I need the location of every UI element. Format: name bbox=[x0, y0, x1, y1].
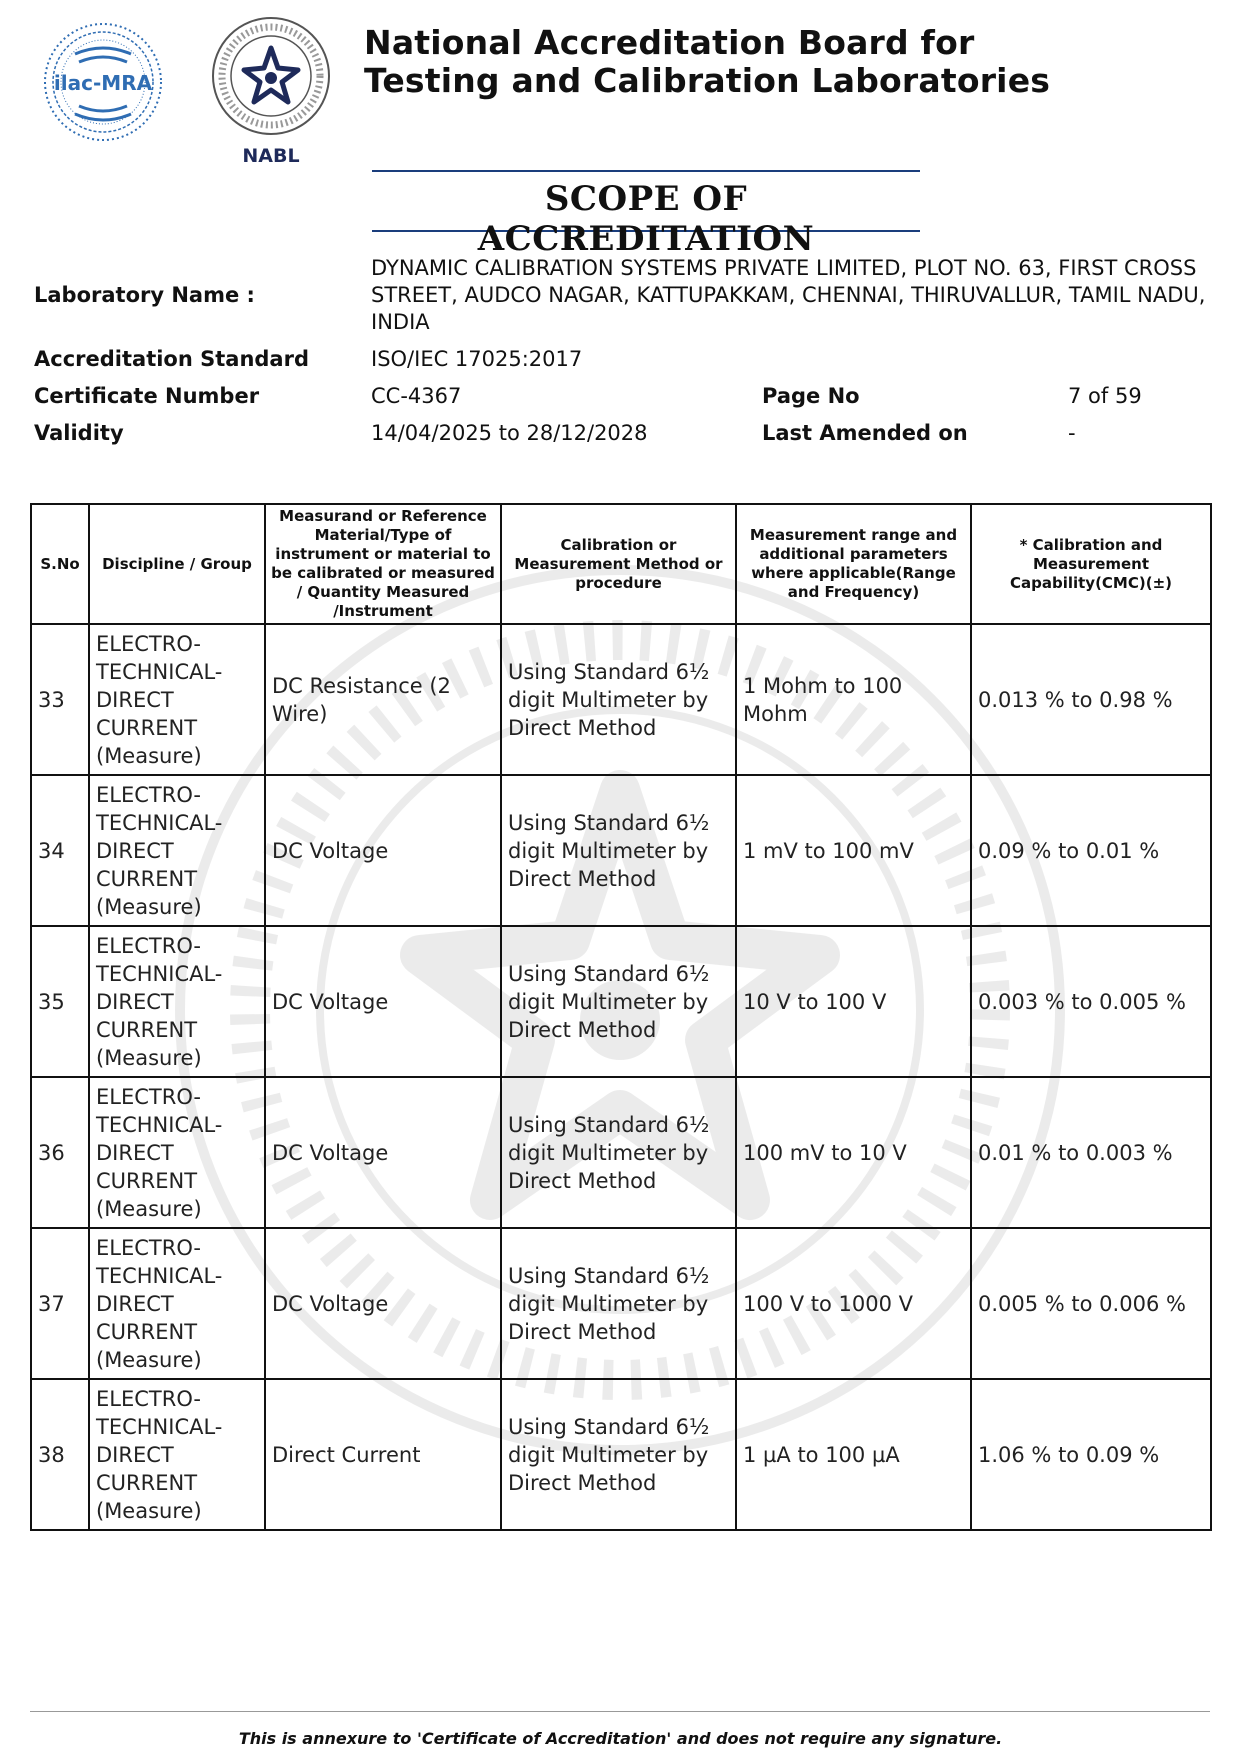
method-line: Using Standard 6½ bbox=[508, 1263, 710, 1288]
discipline-line: CURRENT bbox=[96, 1319, 198, 1344]
cell-sno: 38 bbox=[31, 1379, 89, 1530]
cell-cmc: 0.013 % to 0.98 % bbox=[971, 624, 1211, 775]
cell-range: 10 V to 100 V bbox=[736, 926, 971, 1077]
standard-label: Accreditation Standard bbox=[34, 347, 309, 371]
cell-measurand: DC Resistance (2 Wire) bbox=[265, 624, 501, 775]
cell-discipline bbox=[89, 775, 265, 926]
footer-note: This is annexure to 'Certificate of Accreditation' and does not require any signature. bbox=[238, 1729, 1003, 1748]
nabl-logo bbox=[210, 12, 332, 172]
cell-discipline bbox=[89, 1077, 265, 1228]
discipline-line: ELECTRO- bbox=[96, 1235, 202, 1260]
col-header-method: Calibration or Measurement Method or procedure bbox=[501, 504, 736, 624]
col-header-cmc: * Calibration and Measurement Capability(CMC)(±) bbox=[971, 504, 1211, 624]
col-header-sno: S.No bbox=[31, 504, 89, 624]
cell-sno: 33 bbox=[31, 624, 89, 775]
discipline-line: TECHNICAL- bbox=[96, 1263, 223, 1288]
discipline-line: TECHNICAL- bbox=[96, 810, 223, 835]
cell-range: 100 V to 1000 V bbox=[736, 1228, 971, 1379]
table-row bbox=[31, 775, 1211, 926]
cell-sno: 35 bbox=[31, 926, 89, 1077]
cell-measurand: DC Voltage bbox=[265, 1077, 501, 1228]
cell-method bbox=[501, 624, 736, 775]
method-line: Using Standard 6½ bbox=[508, 810, 710, 835]
method-line: Using Standard 6½ bbox=[508, 961, 710, 986]
cell-method bbox=[501, 1228, 736, 1379]
table-row bbox=[31, 624, 1211, 775]
org-title-line-1: National Accreditation Board for bbox=[364, 23, 975, 62]
cell-measurand: DC Voltage bbox=[265, 1228, 501, 1379]
discipline-line: (Measure) bbox=[96, 1498, 202, 1523]
validity-value: 14/04/2025 to 28/12/2028 bbox=[371, 421, 648, 445]
cell-measurand: Direct Current bbox=[265, 1379, 501, 1530]
discipline-line: DIRECT bbox=[96, 838, 174, 863]
cell-cmc: 0.09 % to 0.01 % bbox=[971, 775, 1211, 926]
cell-method bbox=[501, 775, 736, 926]
discipline-line: (Measure) bbox=[96, 1045, 202, 1070]
discipline-line: DIRECT bbox=[96, 1291, 174, 1316]
discipline-line: TECHNICAL- bbox=[96, 1112, 223, 1137]
cell-cmc: 0.005 % to 0.006 % bbox=[971, 1228, 1211, 1379]
discipline-line: (Measure) bbox=[96, 894, 202, 919]
table-header-row bbox=[31, 504, 1211, 624]
discipline-line: TECHNICAL- bbox=[96, 961, 223, 986]
method-line: digit Multimeter by bbox=[508, 1140, 709, 1165]
discipline-line: CURRENT bbox=[96, 715, 198, 740]
cell-range: 1 Mohm to 100 Mohm bbox=[736, 624, 971, 775]
lab-name-line-2: STREET, AUDCO NAGAR, KATTUPAKKAM, CHENNAI, THIRUVALLUR, TAMIL NADU, bbox=[371, 283, 1206, 307]
method-line: Using Standard 6½ bbox=[508, 1414, 710, 1439]
certificate-number-label: Certificate Number bbox=[34, 384, 260, 408]
table-row bbox=[31, 1077, 1211, 1228]
standard-value: ISO/IEC 17025:2017 bbox=[371, 347, 583, 371]
certificate-number-value: CC-4367 bbox=[371, 384, 462, 408]
method-line: Direct Method bbox=[508, 1168, 657, 1193]
method-line: digit Multimeter by bbox=[508, 687, 709, 712]
lab-name-line-3: INDIA bbox=[371, 310, 430, 334]
method-line: Direct Method bbox=[508, 715, 657, 740]
cell-discipline bbox=[89, 926, 265, 1077]
method-line: digit Multimeter by bbox=[508, 838, 709, 863]
discipline-line: ELECTRO- bbox=[96, 782, 202, 807]
cell-sno: 37 bbox=[31, 1228, 89, 1379]
discipline-line: TECHNICAL- bbox=[96, 659, 223, 684]
last-amended-label: Last Amended on bbox=[762, 421, 968, 445]
footer-divider bbox=[30, 1711, 1210, 1712]
cell-method bbox=[501, 1077, 736, 1228]
cell-measurand: DC Voltage bbox=[265, 775, 501, 926]
discipline-line: CURRENT bbox=[96, 1017, 198, 1042]
method-line: digit Multimeter by bbox=[508, 1442, 709, 1467]
discipline-line: (Measure) bbox=[96, 1196, 202, 1221]
discipline-line: ELECTRO- bbox=[96, 631, 202, 656]
table-row bbox=[31, 1379, 1211, 1530]
table-row bbox=[31, 1228, 1211, 1379]
org-title bbox=[364, 24, 1064, 100]
method-line: digit Multimeter by bbox=[508, 989, 709, 1014]
cell-range: 100 mV to 10 V bbox=[736, 1077, 971, 1228]
last-amended-value: - bbox=[1068, 421, 1076, 445]
lab-name-value bbox=[371, 255, 1231, 336]
method-line: Direct Method bbox=[508, 1319, 657, 1344]
discipline-line: DIRECT bbox=[96, 989, 174, 1014]
method-line: Direct Method bbox=[508, 866, 657, 891]
method-line: digit Multimeter by bbox=[508, 1291, 709, 1316]
cell-sno: 34 bbox=[31, 775, 89, 926]
page-no-label: Page No bbox=[762, 384, 860, 408]
scope-title-banner bbox=[372, 170, 920, 259]
scope-table bbox=[30, 503, 1212, 1531]
discipline-line: DIRECT bbox=[96, 1140, 174, 1165]
cell-sno: 36 bbox=[31, 1077, 89, 1228]
col-header-range: Measurement range and additional parameters where applicable(Range and Frequency) bbox=[736, 504, 971, 624]
svg-text:ilac-MRA: ilac-MRA bbox=[53, 71, 153, 95]
col-header-discipline: Discipline / Group bbox=[89, 504, 265, 624]
cell-cmc: 0.003 % to 0.005 % bbox=[971, 926, 1211, 1077]
method-line: Direct Method bbox=[508, 1470, 657, 1495]
validity-label: Validity bbox=[34, 421, 124, 445]
cell-discipline bbox=[89, 624, 265, 775]
method-line: Using Standard 6½ bbox=[508, 1112, 710, 1137]
cell-discipline bbox=[89, 1228, 265, 1379]
table-row bbox=[31, 926, 1211, 1077]
discipline-line: CURRENT bbox=[96, 866, 198, 891]
ilac-mra-logo bbox=[42, 14, 164, 154]
cell-method bbox=[501, 1379, 736, 1530]
discipline-line: DIRECT bbox=[96, 687, 174, 712]
discipline-line: DIRECT bbox=[96, 1442, 174, 1467]
col-header-measurand: Measurand or Reference Material/Type of instrument or material to be calibrated or measured / Quantity Measured /Instrument bbox=[265, 504, 501, 624]
discipline-line: (Measure) bbox=[96, 1347, 202, 1372]
scope-title: SCOPE OF ACCREDITATION bbox=[477, 179, 815, 259]
discipline-line: CURRENT bbox=[96, 1470, 198, 1495]
cell-cmc: 0.01 % to 0.003 % bbox=[971, 1077, 1211, 1228]
cell-measurand: DC Voltage bbox=[265, 926, 501, 1077]
discipline-line: CURRENT bbox=[96, 1168, 198, 1193]
cell-method bbox=[501, 926, 736, 1077]
page-no-value: 7 of 59 bbox=[1068, 384, 1142, 408]
method-line: Direct Method bbox=[508, 1017, 657, 1042]
cell-discipline bbox=[89, 1379, 265, 1530]
discipline-line: (Measure) bbox=[96, 743, 202, 768]
cell-range: 1 mV to 100 mV bbox=[736, 775, 971, 926]
lab-name-line-1: DYNAMIC CALIBRATION SYSTEMS PRIVATE LIMITED, PLOT NO. 63, FIRST CROSS bbox=[371, 256, 1197, 280]
discipline-line: ELECTRO- bbox=[96, 1084, 202, 1109]
svg-text:NABL: NABL bbox=[242, 145, 300, 167]
cell-cmc: 1.06 % to 0.09 % bbox=[971, 1379, 1211, 1530]
discipline-line: ELECTRO- bbox=[96, 1386, 202, 1411]
lab-name-label: Laboratory Name : bbox=[34, 283, 255, 307]
org-title-line-2: Testing and Calibration Laboratories bbox=[364, 61, 1051, 100]
discipline-line: TECHNICAL- bbox=[96, 1414, 223, 1439]
discipline-line: ELECTRO- bbox=[96, 933, 202, 958]
cell-range: 1 µA to 100 µA bbox=[736, 1379, 971, 1530]
method-line: Using Standard 6½ bbox=[508, 659, 710, 684]
